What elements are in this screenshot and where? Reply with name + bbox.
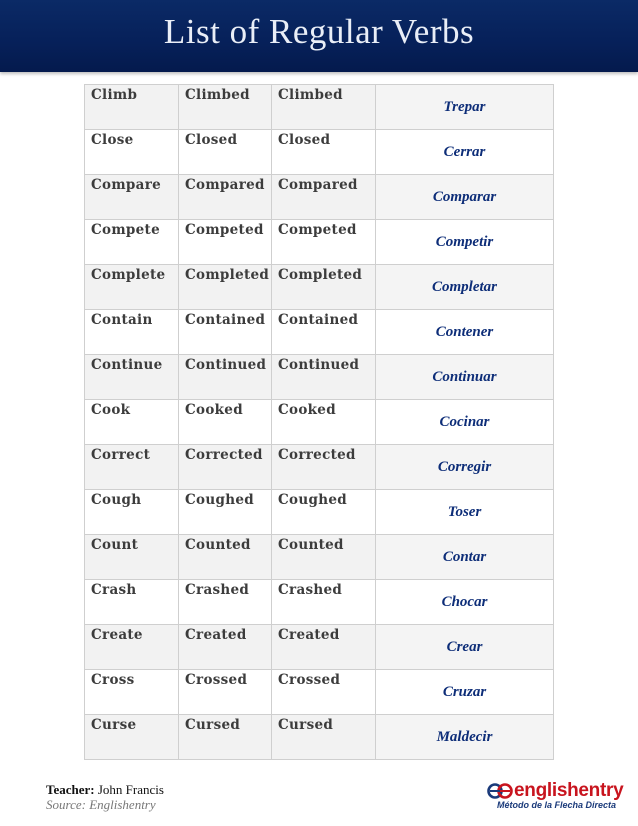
verb-participle-cell: Created [272, 625, 376, 670]
verb-table [84, 84, 554, 760]
verb-past-cell: Continued [179, 355, 272, 400]
verb-spanish-cell: Contener [376, 310, 554, 355]
verb-past-cell: Created [179, 625, 272, 670]
verb-participle-cell: Contained [272, 310, 376, 355]
verb-participle-cell: Crossed [272, 670, 376, 715]
verb-base-cell: Correct [85, 445, 179, 490]
table-row [85, 670, 554, 715]
verb-participle-cell: Cursed [272, 715, 376, 760]
verb-spanish-cell: Contar [376, 535, 554, 580]
verb-base-cell: Close [85, 130, 179, 175]
verb-base-cell: Compare [85, 175, 179, 220]
verb-past-cell: Cooked [179, 400, 272, 445]
logo-wordmark: englishentry [514, 780, 624, 801]
verb-spanish-cell: Crear [376, 625, 554, 670]
verb-past-cell: Crossed [179, 670, 272, 715]
verb-spanish-cell: Maldecir [376, 715, 554, 760]
verb-table-body [85, 85, 554, 760]
table-row [85, 625, 554, 670]
verb-past-cell: Completed [179, 265, 272, 310]
verb-spanish-cell: Cocinar [376, 400, 554, 445]
verb-past-cell: Climbed [179, 85, 272, 130]
verb-participle-cell: Climbed [272, 85, 376, 130]
source-name: Englishentry [89, 797, 156, 812]
verb-past-cell: Crashed [179, 580, 272, 625]
verb-base-cell: Cook [85, 400, 179, 445]
table-row [85, 310, 554, 355]
verb-participle-cell: Corrected [272, 445, 376, 490]
double-arrow-circles-icon [487, 782, 513, 800]
table-row [85, 355, 554, 400]
verb-participle-cell: Cooked [272, 400, 376, 445]
verb-spanish-cell: Completar [376, 265, 554, 310]
verb-base-cell: Complete [85, 265, 179, 310]
table-row [85, 265, 554, 310]
table-row [85, 175, 554, 220]
verb-base-cell: Continue [85, 355, 179, 400]
englishentry-logo [487, 782, 627, 812]
verb-base-cell: Contain [85, 310, 179, 355]
source-label: Source: [46, 797, 86, 812]
table-row [85, 715, 554, 760]
verb-past-cell: Corrected [179, 445, 272, 490]
verb-spanish-cell: Toser [376, 490, 554, 535]
verb-base-cell: Curse [85, 715, 179, 760]
verb-spanish-cell: Trepar [376, 85, 554, 130]
table-row [85, 85, 554, 130]
verb-base-cell: Climb [85, 85, 179, 130]
table-row [85, 580, 554, 625]
page-title: List of Regular Verbs [163, 12, 475, 51]
verb-base-cell: Compete [85, 220, 179, 265]
verb-base-cell: Create [85, 625, 179, 670]
verb-participle-cell: Crashed [272, 580, 376, 625]
verb-past-cell: Coughed [179, 490, 272, 535]
page-header [0, 0, 638, 72]
verb-participle-cell: Competed [272, 220, 376, 265]
verb-base-cell: Cough [85, 490, 179, 535]
table-row [85, 130, 554, 175]
teacher-label: Teacher: [46, 782, 95, 797]
verb-participle-cell: Completed [272, 265, 376, 310]
verb-spanish-cell: Continuar [376, 355, 554, 400]
table-row [85, 490, 554, 535]
verb-participle-cell: Coughed [272, 490, 376, 535]
verb-spanish-cell: Competir [376, 220, 554, 265]
table-row [85, 400, 554, 445]
verb-base-cell: Crash [85, 580, 179, 625]
verb-participle-cell: Closed [272, 130, 376, 175]
verb-past-cell: Compared [179, 175, 272, 220]
teacher-name: John Francis [97, 782, 164, 797]
verb-past-cell: Cursed [179, 715, 272, 760]
table-row [85, 445, 554, 490]
verb-past-cell: Competed [179, 220, 272, 265]
verb-spanish-cell: Corregir [376, 445, 554, 490]
logo-tagline: Método de la Flecha Directa [497, 800, 617, 810]
verb-past-cell: Contained [179, 310, 272, 355]
verb-spanish-cell: Cerrar [376, 130, 554, 175]
teacher-credit [46, 782, 164, 798]
verb-base-cell: Cross [85, 670, 179, 715]
verb-past-cell: Counted [179, 535, 272, 580]
verb-spanish-cell: Cruzar [376, 670, 554, 715]
verb-spanish-cell: Chocar [376, 580, 554, 625]
verb-participle-cell: Compared [272, 175, 376, 220]
verb-spanish-cell: Comparar [376, 175, 554, 220]
source-credit [46, 797, 156, 813]
verb-base-cell: Count [85, 535, 179, 580]
table-row [85, 535, 554, 580]
table-row [85, 220, 554, 265]
verb-past-cell: Closed [179, 130, 272, 175]
verb-participle-cell: Continued [272, 355, 376, 400]
verb-participle-cell: Counted [272, 535, 376, 580]
